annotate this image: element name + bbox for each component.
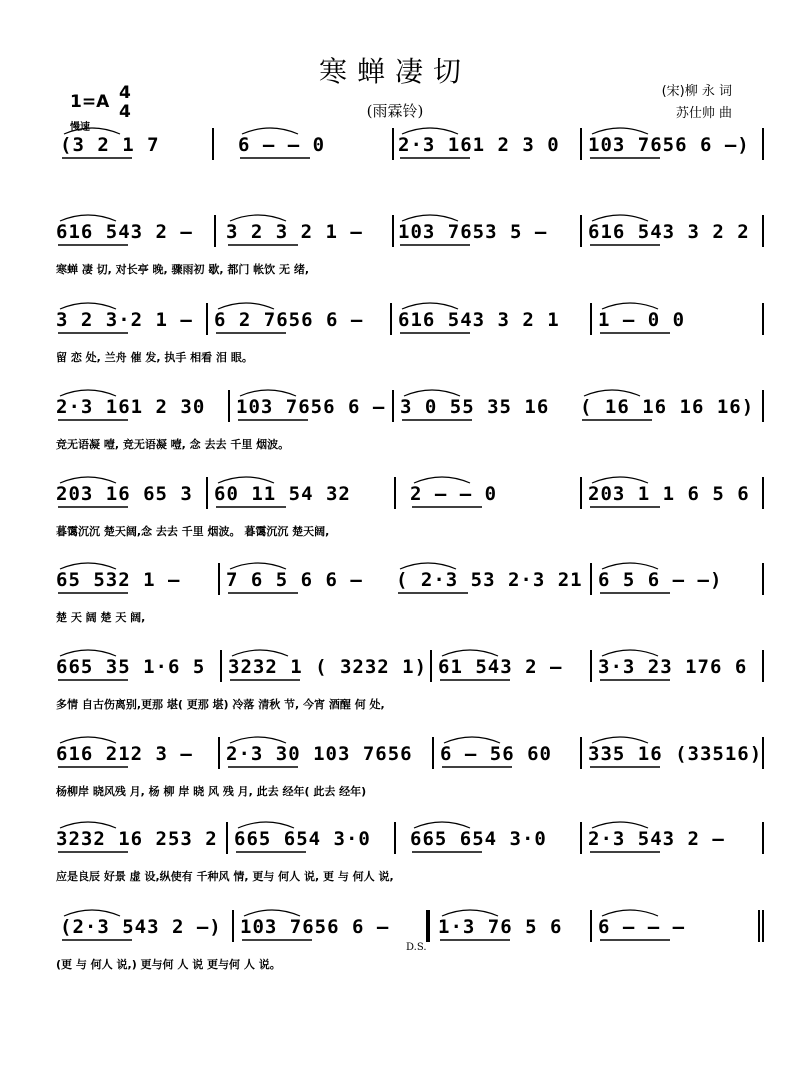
notation-line [50, 737, 770, 771]
slur [404, 390, 460, 396]
notation-line [50, 215, 770, 249]
slur [592, 737, 648, 743]
measure-notes: (3 2 1 7 [60, 134, 160, 156]
slur [402, 215, 458, 221]
slur [602, 910, 658, 916]
measure-notes: ( 2·3 53 2·3 21 [396, 569, 583, 591]
slur [414, 822, 470, 828]
measure-notes: 6 2 7656 6 – [214, 309, 364, 331]
slur [230, 215, 286, 221]
composer-credit: 苏仕帅 曲 [675, 106, 732, 121]
slur-marks [50, 289, 770, 349]
measure-notes: 6 5 6 – –) [598, 569, 723, 591]
measure-notes: 665 654 3·0 [234, 828, 371, 850]
slur [230, 737, 286, 743]
notation-line [50, 650, 770, 684]
slur [584, 390, 640, 396]
slur [442, 910, 498, 916]
lyrics-line: 多情 自古伤离别,更那 堪( 更那 堪) 冷落 清秋 节, 今宵 酒醒 何 处, [56, 698, 385, 711]
measure-notes: 103 7656 6 – [240, 916, 390, 938]
tempo-mark: 慢速 [70, 122, 90, 133]
slur [64, 910, 120, 916]
measure-notes: 3 0 55 35 16 [400, 396, 550, 418]
lyrics-line: 寒蝉 凄 切, 对长亭 晚, 骤雨初 歇, 都门 帐饮 无 绪, [56, 263, 310, 276]
measure-notes: 6 – 56 60 [440, 743, 552, 765]
lyrics-line: (更 与 何人 说,) 更与何 人 说 更与何 人 说。 [56, 958, 281, 971]
measure-notes: 3232 16 253 2 [56, 828, 218, 850]
measure-notes: 2·3 30 103 7656 [226, 743, 413, 765]
slur-marks [50, 636, 770, 696]
slur [60, 737, 116, 743]
slur [218, 303, 274, 309]
key-signature: 1=A [70, 92, 110, 112]
measure-notes: 203 1 1 6 5 6 [588, 483, 750, 505]
measure-notes: ( 16 16 16 16) [580, 396, 755, 418]
measure-notes: 60 11 54 32 [214, 483, 351, 505]
slur [60, 390, 116, 396]
measure-notes: 6 – – 0 [238, 134, 326, 156]
measure-notes: 103 7656 6 –) [588, 134, 750, 156]
slur [60, 303, 116, 309]
slur [444, 737, 500, 743]
measure-notes: 2·3 161 2 3 0 [398, 134, 560, 156]
measure-notes: 2 – – 0 [410, 483, 498, 505]
slur [592, 128, 648, 134]
measure-notes: 616 543 3 2 2 [588, 221, 750, 243]
lyrics-line: 应是良辰 好景 虚 设,纵使有 千种风 情, 更与 何人 说, 更 与 何人 说, [56, 870, 394, 883]
slur [60, 822, 116, 828]
measure-notes: 2·3 161 2 30 [56, 396, 206, 418]
measure-notes: 3·3 23 176 6 [598, 656, 748, 678]
slur [230, 563, 286, 569]
slur [60, 650, 116, 656]
slur [592, 822, 648, 828]
lyrics-line: 楚 天 阔 楚 天 阔, [56, 611, 146, 624]
slur [414, 477, 470, 483]
slur [60, 477, 116, 483]
time-signature-bottom: 4 [119, 102, 131, 122]
notation-line [50, 822, 770, 856]
measure-notes: (2·3 543 2 –) [60, 916, 222, 938]
ds-mark: D.S. [406, 942, 427, 953]
slur [592, 477, 648, 483]
lyricist-credit: (宋)柳 永 词 [661, 84, 732, 99]
measure-notes: 61 543 2 – [438, 656, 563, 678]
measure-notes: 335 16 (33516) [588, 743, 763, 765]
slur [242, 128, 298, 134]
measure-notes: 203 16 65 3 [56, 483, 193, 505]
slur-marks [50, 463, 770, 523]
measure-notes: 616 212 3 – [56, 743, 193, 765]
slur [64, 128, 120, 134]
notation-line [50, 910, 770, 944]
lyrics-line: 暮霭沉沉 楚天阔,念 去去 千里 烟波。 暮霭沉沉 楚天阔, [56, 525, 330, 538]
slur [240, 390, 296, 396]
slur [60, 563, 116, 569]
slur [60, 215, 116, 221]
measure-notes: 103 7653 5 – [398, 221, 548, 243]
slur-marks [50, 201, 770, 261]
slur [232, 650, 288, 656]
measure-notes: 1·3 76 5 6 [438, 916, 563, 938]
slur-marks [50, 723, 770, 783]
slur [400, 563, 456, 569]
slur [592, 215, 648, 221]
slur-marks [50, 376, 770, 436]
measure-notes: 616 543 2 – [56, 221, 193, 243]
measure-notes: 616 543 3 2 1 [398, 309, 560, 331]
measure-notes: 6 – – – [598, 916, 686, 938]
measure-notes: 3232 1 ( 3232 1) [228, 656, 428, 678]
measure-notes: 103 7656 6 – [236, 396, 386, 418]
measure-notes: 65 532 1 – [56, 569, 181, 591]
notation-line [50, 390, 770, 424]
measure-notes: 665 35 1·6 5 [56, 656, 206, 678]
notation-line [50, 128, 770, 162]
slur [402, 303, 458, 309]
slur-marks [50, 114, 770, 174]
slur [238, 822, 294, 828]
measure-notes: 665 654 3·0 [410, 828, 547, 850]
notation-line [50, 563, 770, 597]
measure-notes: 3 2 3·2 1 – [56, 309, 193, 331]
notation-line [50, 303, 770, 337]
time-signature-top: 4 [119, 83, 131, 103]
slur [602, 303, 658, 309]
slur [602, 563, 658, 569]
slur-marks [50, 808, 770, 868]
slur [244, 910, 300, 916]
slur [402, 128, 458, 134]
lyrics-line: 竞无语凝 噎, 竞无语凝 噎, 念 去去 千里 烟波。 [56, 438, 290, 451]
lyrics-line: 留 恋 处, 兰舟 催 发, 执手 相看 泪 眼。 [56, 351, 253, 364]
measure-notes: 1 – 0 0 [598, 309, 686, 331]
slur [218, 477, 274, 483]
page-subtitle: (雨霖铃) [366, 102, 424, 120]
page-title: 寒蝉凄切 [318, 55, 471, 88]
slur [602, 650, 658, 656]
measure-notes: 7 6 5 6 6 – [226, 569, 363, 591]
measure-notes: 2·3 543 2 – [588, 828, 725, 850]
slur [442, 650, 498, 656]
slur-marks [50, 549, 770, 609]
slur-marks [50, 896, 770, 956]
lyrics-line: 杨柳岸 晓风残 月, 杨 柳 岸 晓 风 残 月, 此去 经年( 此去 经年) [56, 785, 367, 798]
measure-notes: 3 2 3 2 1 – [226, 221, 363, 243]
notation-line [50, 477, 770, 511]
